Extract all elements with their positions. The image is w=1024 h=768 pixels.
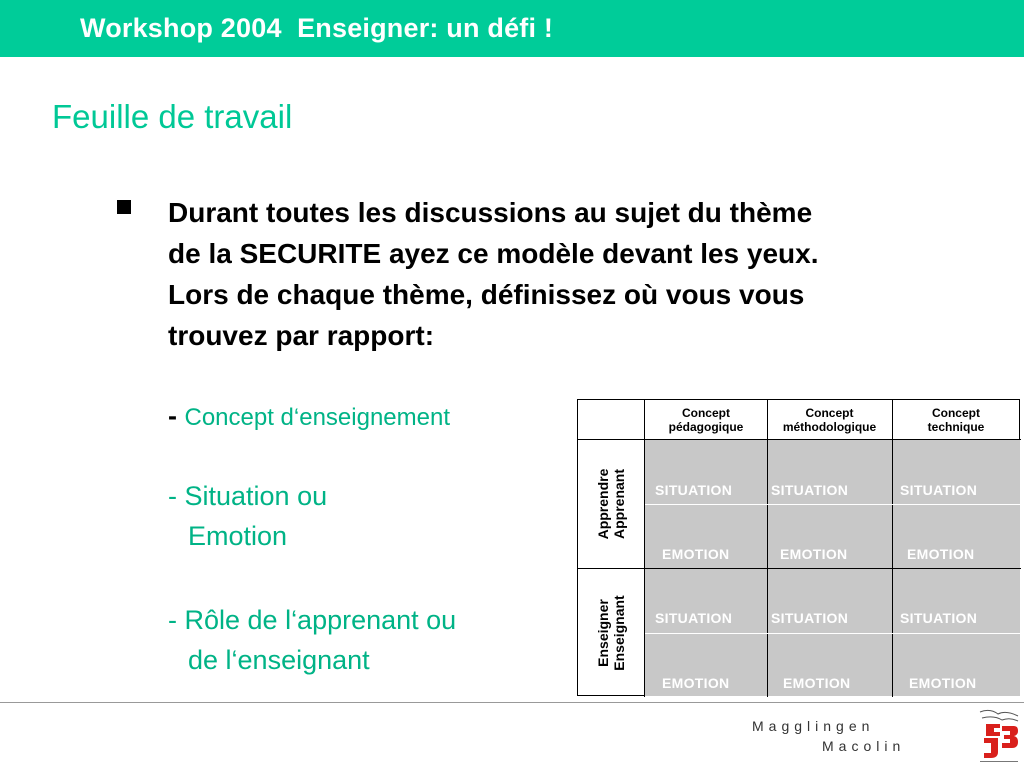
situation-label: SITUATION xyxy=(655,482,733,498)
subitem-dash: - xyxy=(168,605,185,635)
bullet-line: Durant toutes les discussions au sujet du thème xyxy=(168,197,813,228)
situation-label: SITUATION xyxy=(655,610,733,626)
row-label-apprendre xyxy=(595,449,631,559)
matrix-divider xyxy=(767,400,768,697)
bullet-square-icon xyxy=(117,200,131,214)
column-header-line: Concept xyxy=(931,406,980,420)
situation-label: SITUATION xyxy=(900,482,978,498)
row-label-enseigner xyxy=(595,578,631,688)
situation-label: SITUATION xyxy=(771,482,849,498)
bullet-line: trouvez par rapport: xyxy=(168,320,435,351)
row-label-line: Apprenant xyxy=(611,469,627,539)
subitem-text: Rôle de l‘apprenant ou xyxy=(184,605,457,635)
subitem-dash: - xyxy=(168,401,185,431)
subitem-concept xyxy=(168,396,450,438)
column-header-line: technique xyxy=(927,420,985,434)
column-header-line: méthodologique xyxy=(782,420,877,434)
matrix-divider xyxy=(892,400,893,697)
column-header-pedagogique xyxy=(645,400,767,440)
footer-location-fr: Macolin xyxy=(822,738,906,754)
column-header-line: Concept xyxy=(681,406,730,420)
situation-label: SITUATION xyxy=(900,610,978,626)
situation-label: SITUATION xyxy=(771,610,849,626)
subitem-text: Concept d‘enseignement xyxy=(184,404,451,431)
subitem-text-2: Emotion xyxy=(188,521,288,551)
footer-divider xyxy=(0,702,1024,703)
bullet-line: de la SECURITE ayez ce modèle devant les yeux. xyxy=(168,238,819,269)
header-bar xyxy=(0,0,1024,57)
matrix-divider-light xyxy=(645,633,1020,634)
header-title: Workshop 2004 Enseigner: un défi ! xyxy=(80,13,554,43)
matrix-divider xyxy=(644,400,645,697)
matrix-divider xyxy=(578,439,1021,440)
subitem-text: Situation ou xyxy=(184,481,328,511)
subitem-dash: - xyxy=(168,481,185,511)
emotion-label: EMOTION xyxy=(662,546,730,562)
matrix-divider xyxy=(578,568,1021,569)
bullet-line: Lors de chaque thème, définissez où vous vous xyxy=(168,279,805,310)
matrix-divider-light xyxy=(645,504,1020,505)
column-header-line: pédagogique xyxy=(668,420,744,434)
emotion-label: EMOTION xyxy=(662,675,730,691)
subitem-situation xyxy=(168,476,327,556)
concept-matrix xyxy=(577,399,1020,696)
emotion-label: EMOTION xyxy=(783,675,851,691)
slide-title: Feuille de travail xyxy=(52,98,293,135)
subitem-text-2: de l‘enseignant xyxy=(188,645,370,675)
row-label-line: Apprendre xyxy=(595,468,611,540)
column-header-methodologique xyxy=(767,400,892,440)
emotion-label: EMOTION xyxy=(909,675,977,691)
emotion-label: EMOTION xyxy=(780,546,848,562)
emotion-label: EMOTION xyxy=(907,546,975,562)
jugend-sport-logo-icon xyxy=(976,706,1022,766)
bullet-paragraph xyxy=(168,192,988,356)
row-label-line: Enseignant xyxy=(611,595,627,671)
column-header-line: Concept xyxy=(805,406,854,420)
row-label-line: Enseigner xyxy=(595,599,611,667)
subitem-role xyxy=(168,600,456,680)
column-header-technique xyxy=(892,400,1020,440)
footer-location-de: Magglingen xyxy=(752,718,875,734)
